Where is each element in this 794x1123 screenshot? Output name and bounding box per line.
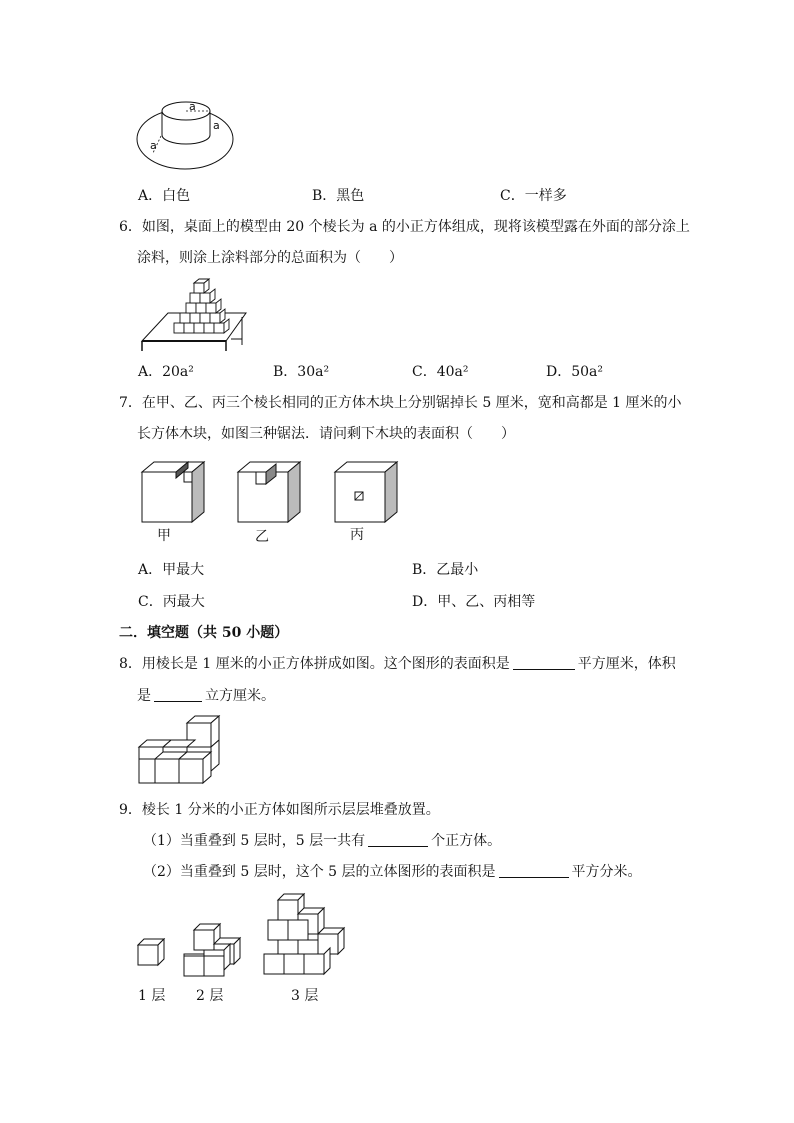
- q6-option-a[interactable]: A．20a²: [138, 364, 194, 380]
- q9-layer2-figure: [182, 922, 242, 978]
- q9-label-layer3: 3 层: [291, 988, 319, 1004]
- q5-option-b[interactable]: B．黑色: [312, 188, 365, 204]
- section-fill-in-heading: 二．填空题（共 50 小题）: [119, 625, 289, 641]
- q9-label-layer2: 2 层: [196, 988, 224, 1004]
- q9-area-blank[interactable]: [499, 863, 569, 878]
- q9-sub2: [143, 862, 642, 882]
- q9-sub1: [143, 831, 501, 851]
- q8-text-b: 平方厘米，体积: [577, 656, 676, 672]
- q5-option-c[interactable]: C．一样多: [500, 188, 567, 204]
- q9-sub1-text-a: （1）当重叠到 5 层时，5 层一共有: [143, 833, 366, 849]
- q9-count-blank[interactable]: [368, 832, 428, 847]
- q8-text-d: 立方厘米。: [205, 688, 275, 704]
- q9-sub2-text-b: 平方分米。: [571, 864, 642, 880]
- q7-label-jia: 甲: [157, 528, 171, 544]
- q6-option-b[interactable]: B．30a²: [273, 364, 330, 380]
- q5-label-top: a: [189, 100, 196, 113]
- q7-cube-jia-figure: [140, 460, 206, 524]
- q5-label-side: a: [213, 119, 220, 132]
- q6-table-cubes-figure: [138, 277, 248, 353]
- q9-label-layer1: 1 层: [138, 988, 166, 1004]
- q8-question-line1: [119, 654, 676, 674]
- q7-cube-yi-figure: [236, 460, 302, 524]
- q7-question-line2: 长方体木块，如图三种锯法．请问剩下木块的表面积（ ）: [137, 426, 515, 442]
- q7-option-c[interactable]: C．丙最大: [138, 594, 205, 610]
- q6-question-line1: 6．如图，桌面上的模型由 20 个棱长为 a 的小正方体组成，现将该模型露在外面的部分涂上: [119, 219, 690, 235]
- q8-volume-blank[interactable]: [154, 687, 202, 702]
- q7-option-b[interactable]: B．乙最小: [412, 562, 479, 578]
- q6-option-c[interactable]: C．40a²: [412, 364, 469, 380]
- q9-sub1-text-b: 个正方体。: [431, 833, 502, 849]
- q9-layer3-figure: [262, 892, 350, 978]
- q8-surface-area-blank[interactable]: [513, 655, 575, 670]
- q9-sub2-text-a: （2）当重叠到 5 层时，这个 5 层的立体图形的表面积是: [143, 864, 496, 880]
- q9-question-line1: 9．棱长 1 分米的小正方体如图所示层层堆叠放置。: [119, 802, 440, 818]
- q7-cube-bing-figure: [333, 460, 399, 524]
- q8-text-c: 是: [137, 688, 151, 704]
- q5-option-a[interactable]: A．白色: [138, 188, 191, 204]
- q7-label-yi: 乙: [255, 529, 269, 545]
- q7-question-line1: 7．在甲、乙、丙三个棱长相同的正方体木块上分别锯掉长 5 厘米，宽和高都是 1 厘米的小: [119, 395, 682, 411]
- q7-label-bing: 丙: [350, 527, 364, 543]
- q7-option-d[interactable]: D．甲、乙、丙相等: [412, 594, 536, 610]
- q8-question-line2: [137, 686, 275, 706]
- q8-cubes-figure: [137, 715, 227, 785]
- q7-option-a[interactable]: A．甲最大: [138, 562, 205, 578]
- q6-question-line2: 涂料，则涂上涂料部分的总面积为（ ）: [137, 250, 403, 266]
- q5-cylinder-figure: [135, 95, 240, 175]
- q5-label-ring: a: [150, 139, 157, 152]
- q6-option-d[interactable]: D．50a²: [546, 364, 603, 380]
- q9-layer1-figure: [137, 938, 167, 968]
- q8-text-a: 8．用棱长是 1 厘米的小正方体拼成如图。这个图形的表面积是: [119, 656, 510, 672]
